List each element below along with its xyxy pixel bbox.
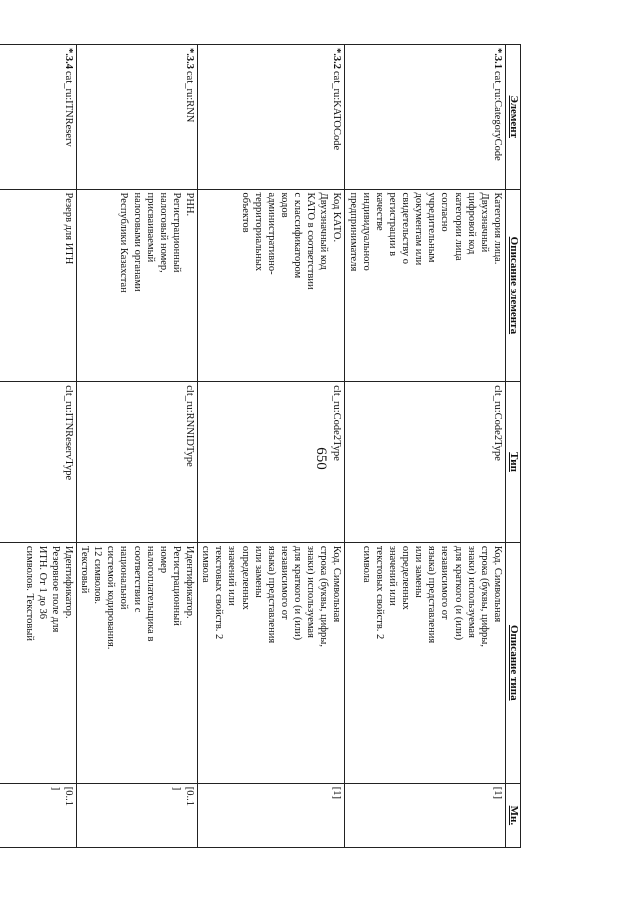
element-spec-table xyxy=(0,44,521,848)
element-name: cat_ru:CategoryCode xyxy=(492,71,503,161)
cell-element-desc: Код КАТО. Двухзначный код КАТО в соответствии с классификатором кодов административно- территориальных объектов xyxy=(198,189,345,382)
table-row xyxy=(198,45,345,848)
cell-element xyxy=(77,45,198,190)
row-number: *.3.2 xyxy=(331,48,343,69)
cell-type-desc: Код. Символьная строка (буквы, цифры, знаки) используемая для краткого (и (или) независимого от языка) представления или замены определенных значений или текстовых свойств. 2 символа xyxy=(345,542,506,783)
element-name: cat_ru:ITNReserv xyxy=(63,71,74,147)
cell-type-desc: Идентификатор. Резервное поле для ИТН. От 1 до 36 символов. Текстовый xyxy=(0,542,77,783)
cell-mn: [0..1 ] xyxy=(0,783,77,847)
cell-type-desc: Код. Символьная строка (буквы, цифры, знаки) используемая для краткого (и (или) независимого от языка) представления или замены определенных значений или текстовых свойств. 2 символа xyxy=(198,542,345,783)
table-header-row xyxy=(506,45,521,848)
header-type: Тип xyxy=(506,382,521,543)
cell-element xyxy=(0,45,77,190)
header-mn: Мн. xyxy=(506,783,521,847)
cell-type: clt_ru:Code2Type xyxy=(198,382,345,543)
table-row xyxy=(77,45,198,848)
cell-element xyxy=(345,45,506,190)
cell-type: clt_ru:ITNReservType xyxy=(0,382,77,543)
rotated-table-container xyxy=(23,44,521,848)
table-row xyxy=(0,45,77,848)
cell-element-desc: Резерв для ИТН xyxy=(0,189,77,382)
cell-type-desc: Идентификатор. Регистрационный номер налогоплательщика в соответствии с национальной системой кодирования. 12 символов. Текстовый xyxy=(77,542,198,783)
cell-type: clt_ru:Code2Type xyxy=(345,382,506,543)
page-number: 650 xyxy=(312,447,329,470)
row-number: *.3.1 xyxy=(492,48,503,69)
document-sheet xyxy=(23,44,521,848)
cell-mn: [1] xyxy=(198,783,345,847)
cell-type: clt_ru:RNNIDType xyxy=(77,382,198,543)
cell-element xyxy=(198,45,345,190)
table-row xyxy=(345,45,506,848)
element-name: cat_ru:RNN xyxy=(184,71,196,123)
header-element: Элемент xyxy=(506,45,521,190)
cell-element-desc: РНН. Регистрационный налоговый номер, присваиваемый налоговыми органами Республики Казахстан xyxy=(77,189,198,382)
row-number: *.3.3 xyxy=(184,48,196,69)
header-type-desc: Описание типа xyxy=(506,542,521,783)
row-number: *.3.4 xyxy=(63,48,74,69)
element-name: cat_ru:KATOCode xyxy=(331,71,343,151)
cell-element-desc: Категория лица. Двухзначный цифровой код категории лица согласно учредительным документам или свидетельству о регистрации в качестве индивидуального предпринимателя xyxy=(345,189,506,382)
cell-mn: [0..1 ] xyxy=(77,783,198,847)
header-element-desc: Описание элемента xyxy=(506,189,521,382)
cell-mn: [1] xyxy=(345,783,506,847)
